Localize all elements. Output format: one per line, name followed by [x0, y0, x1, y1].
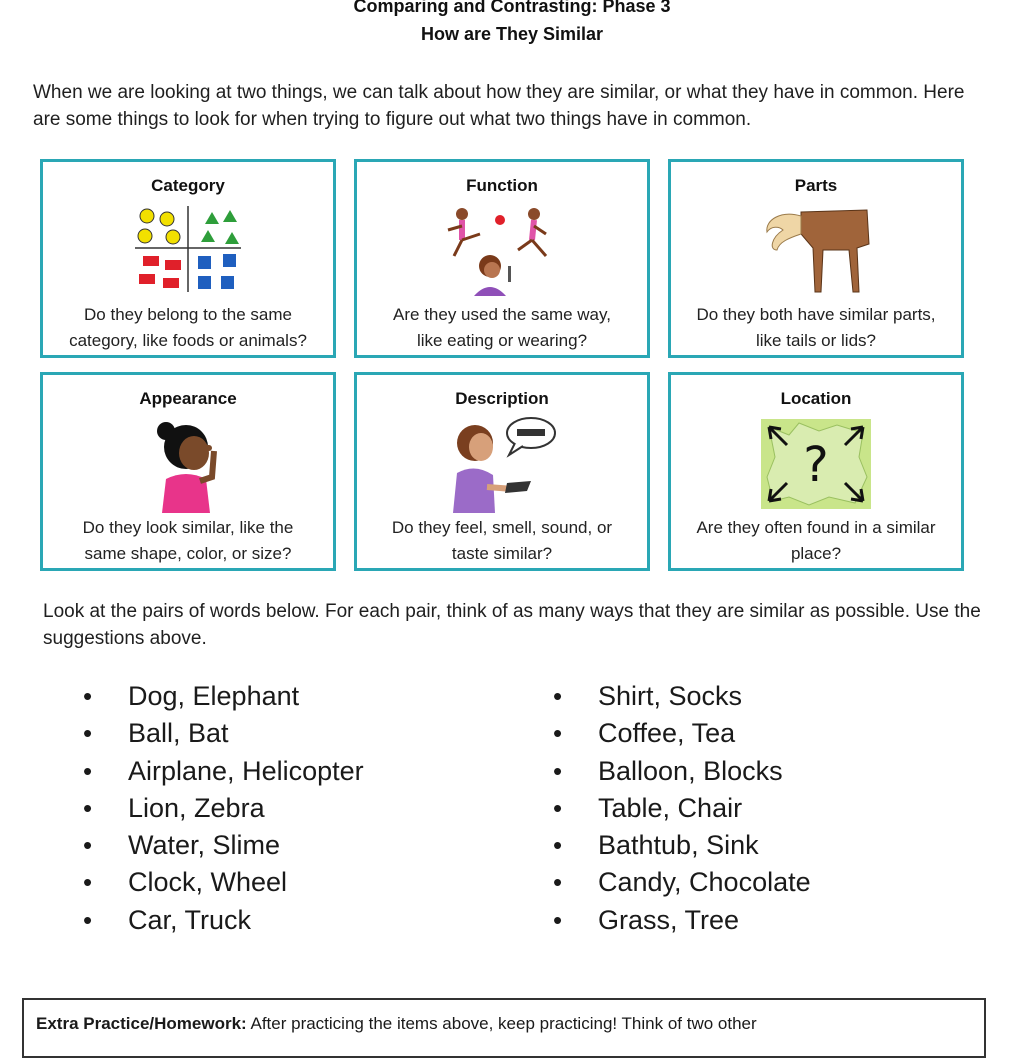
bullet: • [83, 904, 93, 935]
card-parts [668, 159, 964, 358]
card-desc-line: Do they feel, smell, sound, or [391, 518, 613, 537]
card-desc-line: like eating or wearing? [416, 331, 588, 350]
card-desc-line: taste similar? [451, 544, 553, 563]
bullet: • [83, 681, 93, 711]
card-category [40, 159, 336, 358]
pair-text: Coffee, Tea [598, 718, 736, 749]
pair-text: Bathtub, Sink [598, 830, 759, 861]
card-desc-line: Are they used the same way, [393, 305, 611, 324]
girl-looking-icon [148, 417, 228, 513]
pair-text: Clock, Wheel [128, 867, 288, 898]
bullet: • [553, 755, 563, 786]
svg-text:?: ? [803, 437, 829, 493]
card-label: Description [455, 389, 549, 408]
extra-practice-box [22, 998, 986, 1058]
card-desc-line: Do they belong to the same [84, 305, 292, 324]
list-item [83, 902, 364, 939]
card-label: Function [466, 176, 538, 195]
extra-practice-text: After practicing the items above, keep practicing! Think of two other [246, 1014, 757, 1033]
intro-paragraph: When we are looking at two things, we can talk about how they are similar, or what they have in common. Here are some things to look for when trying to figure out what two things have in common. [33, 82, 965, 130]
card-label: Location [780, 389, 852, 408]
list-item [83, 864, 364, 901]
card-description [43, 515, 333, 567]
pair-text: Water, Slime [128, 830, 281, 861]
card-description [357, 302, 647, 354]
pair-text: Dog, Elephant [128, 681, 300, 711]
list-item [83, 753, 364, 790]
card-desc-line: like tails or lids? [756, 331, 876, 350]
list-item [553, 715, 811, 752]
card-appearance [40, 372, 336, 571]
card-description [671, 515, 961, 567]
card-description-box [354, 372, 650, 571]
map-question-icon [759, 417, 873, 511]
list-item [553, 753, 811, 790]
bullet: • [553, 867, 563, 898]
pair-text: Candy, Chocolate [598, 867, 811, 898]
list-item [83, 678, 364, 715]
bullet: • [553, 718, 563, 749]
pair-text: Table, Chair [598, 792, 743, 823]
card-desc-line: Do they both have similar parts, [696, 305, 936, 324]
card-description [671, 302, 961, 354]
list-item [553, 864, 811, 901]
extra-practice-label: Extra Practice/Homework: [36, 1014, 247, 1033]
bullet: • [553, 792, 563, 823]
list-item [83, 827, 364, 864]
list-item [553, 790, 811, 827]
list-item [553, 678, 811, 715]
card-label: Appearance [139, 389, 237, 408]
card-description [357, 515, 647, 567]
person-describing-icon [447, 417, 557, 513]
list-item [83, 715, 364, 752]
pair-text: Airplane, Helicopter [128, 755, 364, 786]
card-label: Parts [794, 176, 838, 195]
card-desc-line: category, like foods or animals? [69, 331, 307, 350]
similarity-card-grid [40, 159, 970, 575]
list-item [83, 790, 364, 827]
pairs-list-left [83, 678, 364, 939]
bullet: • [83, 867, 93, 898]
card-function [354, 159, 650, 358]
instructions-paragraph: Look at the pairs of words below. For each pair, think of as many ways that they are similar as possible. Use the suggestions above. [43, 601, 981, 649]
bullet: • [83, 792, 93, 823]
bullet: • [553, 681, 563, 711]
bullet: • [553, 904, 563, 935]
bullet: • [553, 830, 563, 861]
pair-text: Lion, Zebra [128, 792, 265, 823]
bullet: • [83, 755, 93, 786]
page-subtitle: How are They Similar [420, 24, 604, 44]
function-people-icon [442, 204, 562, 296]
page-title: Comparing and Contrasting: Phase 3 [353, 0, 671, 16]
card-desc-line: place? [790, 544, 842, 563]
list-item [553, 827, 811, 864]
bullet: • [83, 830, 93, 861]
card-description [43, 302, 333, 354]
card-desc-line: Do they look similar, like the [82, 518, 294, 537]
card-label: Category [151, 176, 225, 195]
pair-text: Car, Truck [128, 904, 252, 935]
category-shapes-icon [133, 204, 243, 294]
pair-text: Grass, Tree [598, 904, 740, 935]
card-location [668, 372, 964, 571]
horse-tail-icon [761, 204, 871, 296]
bullet: • [83, 718, 93, 749]
pair-text: Shirt, Socks [598, 681, 743, 711]
pairs-list-right [553, 678, 811, 939]
list-item [553, 902, 811, 939]
card-desc-line: Are they often found in a similar [696, 518, 936, 537]
pair-text: Ball, Bat [128, 718, 229, 749]
pair-text: Balloon, Blocks [598, 755, 783, 786]
card-desc-line: same shape, color, or size? [84, 544, 292, 563]
